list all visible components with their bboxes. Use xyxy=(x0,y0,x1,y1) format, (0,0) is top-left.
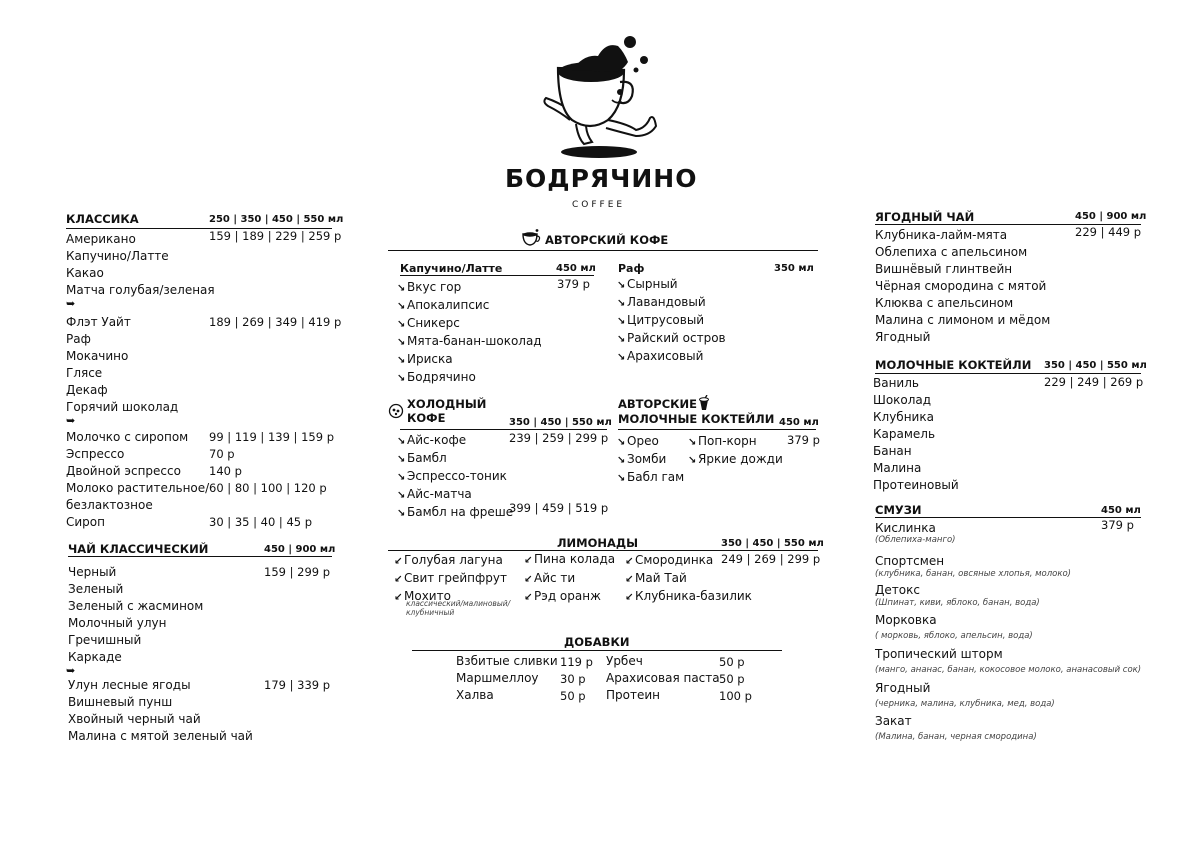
bullet-icon: ↘ xyxy=(397,436,406,447)
list-item: Бабл гам xyxy=(627,470,685,484)
bullet-icon: ↙ xyxy=(394,592,403,603)
item-price: 30 р xyxy=(560,672,586,686)
list-item: Мохито xyxy=(404,589,451,603)
bullet-icon: ↙ xyxy=(524,573,533,585)
classic-sizes: 250 | 350 | 450 | 550 мл xyxy=(209,214,344,225)
brand-subtitle: COFFEE xyxy=(572,200,626,210)
cap-price: 379 р xyxy=(557,277,590,291)
list-item: Урбеч xyxy=(606,654,643,668)
list-item: Декаф xyxy=(66,383,108,397)
bullet-icon: ↙ xyxy=(524,592,533,603)
list-item: Зеленый xyxy=(68,582,124,596)
list-item: Эспрессо-тоник xyxy=(407,469,507,483)
milk-list-2 xyxy=(688,433,783,469)
list-item: Сироп xyxy=(66,515,105,529)
list-item: Халва xyxy=(456,688,494,702)
classic-group2 xyxy=(66,314,178,416)
mojito-note-2: клубничный xyxy=(406,608,455,617)
item-price xyxy=(209,497,334,514)
bullet-icon: ↙ xyxy=(524,555,533,566)
smoothie-size: 450 мл xyxy=(1101,505,1141,516)
item-description: (Шпинат, киви, яблоко, банан, вода) xyxy=(875,598,1040,608)
list-item: Кислинка xyxy=(875,521,936,535)
list-item: Какао xyxy=(66,266,104,280)
section-title-classic: КЛАССИКА xyxy=(66,212,139,226)
brand-name: БОДРЯЧИНО xyxy=(505,164,698,193)
list-item: Эспрессо xyxy=(66,447,125,461)
item-price: 30 | 35 | 40 | 45 р xyxy=(209,515,313,529)
list-item: Райский остров xyxy=(627,331,726,345)
bullet-icon: ↘ xyxy=(617,280,626,291)
bullet-icon: ↘ xyxy=(617,316,626,327)
list-item: Пина колада xyxy=(534,552,616,566)
cold-price-2: 399 | 459 | 519 р xyxy=(509,501,609,515)
cold-list xyxy=(397,432,513,522)
list-item: Клубника-базилик xyxy=(635,589,752,603)
list-item: Улун лесные ягоды xyxy=(68,678,191,692)
item-price: 70 р xyxy=(209,447,235,461)
list-item: Вкус гор xyxy=(407,280,462,294)
bullet-icon: ↙ xyxy=(625,556,634,567)
lemonades-col2 xyxy=(524,551,615,607)
bullet-icon: ↘ xyxy=(397,373,406,384)
list-item: Протеиновый xyxy=(873,478,959,492)
classic-group2-price: 189 | 269 | 349 | 419 р xyxy=(209,315,342,329)
milk-rule xyxy=(618,429,816,430)
list-item: Бодрячино xyxy=(407,370,476,384)
bullet-icon: ↘ xyxy=(397,490,406,501)
list-item: Рэд оранж xyxy=(534,589,601,603)
bullet-icon: ↘ xyxy=(617,455,626,466)
tea-rule xyxy=(68,556,332,557)
cold-title-1: ХОЛОДНЫЙ xyxy=(407,397,487,411)
list-item: Мята-банан-шоколад xyxy=(407,334,542,348)
section-title-berry-tea: ЯГОДНЫЙ ЧАЙ xyxy=(875,210,975,224)
list-item: Маршмеллоу xyxy=(456,671,539,685)
list-item: Гречишный xyxy=(68,633,142,647)
tea-group1 xyxy=(68,564,203,666)
item-description: (Облепиха-манго) xyxy=(875,535,956,545)
shakes-price: 229 | 249 | 269 р xyxy=(1044,375,1144,389)
list-item: Май Тай xyxy=(635,571,687,585)
list-item: Мокачино xyxy=(66,349,129,363)
bullet-icon: ↙ xyxy=(625,592,634,603)
list-item: Каркаде xyxy=(68,650,122,664)
list-item: Ягодный xyxy=(875,330,931,344)
list-item: Морковка xyxy=(875,613,937,627)
list-item: Раф xyxy=(66,332,91,346)
section-title-lemonades: ЛИМОНАДЫ xyxy=(557,536,639,550)
list-item: Айс-кофе xyxy=(407,433,467,447)
cold-title-2: КОФЕ xyxy=(407,411,446,425)
list-item: Закат xyxy=(875,714,912,728)
berry-tea-sizes: 450 | 900 мл xyxy=(1075,211,1147,222)
milk-title-2: МОЛОЧНЫЕ КОКТЕЙЛИ xyxy=(618,412,775,426)
list-item: Яркие дожди xyxy=(698,452,783,466)
list-item: Ириска xyxy=(407,352,453,366)
lemonades-col3 xyxy=(625,552,752,606)
list-item: Шоколад xyxy=(873,393,932,407)
raf-list xyxy=(617,276,726,366)
list-item: Молочный улун xyxy=(68,616,167,630)
item-description: (манго, ананас, банан, кокосовое молоко, ананасовый сок) xyxy=(875,665,1142,675)
bullet-icon: ↘ xyxy=(617,437,626,448)
list-item: Малина xyxy=(873,461,922,475)
lemonades-price: 249 | 269 | 299 р xyxy=(721,552,821,566)
list-item: Клубника-лайм-мята xyxy=(875,228,1008,242)
raf-title: Раф xyxy=(618,262,645,275)
milk-price: 379 р xyxy=(787,433,820,447)
cap-title-label: Капучино/Латте xyxy=(400,262,503,275)
section-title-shakes: МОЛОЧНЫЕ КОКТЕЙЛИ xyxy=(875,358,1032,372)
milk-list-1 xyxy=(617,433,684,487)
list-item: Малина с мятой зеленый чай xyxy=(68,729,253,743)
item-price: 119 р xyxy=(560,655,593,669)
bullet-icon: ↘ xyxy=(397,355,406,366)
bullet-icon: ↘ xyxy=(688,455,697,466)
bullet-icon: ↙ xyxy=(394,574,403,585)
bullet-icon: ↘ xyxy=(617,352,626,363)
bullet-icon: ↘ xyxy=(617,473,626,484)
list-item: Карамель xyxy=(873,427,936,441)
list-item: Американо xyxy=(66,232,136,246)
item-description: (черника, малина, клубника, мед, вода) xyxy=(875,699,1055,709)
item-price: 140 р xyxy=(209,464,242,478)
list-item: Сникерс xyxy=(407,316,460,330)
bullet-icon: ↙ xyxy=(394,556,403,567)
list-item: Айс-матча xyxy=(407,487,472,501)
list-item: Двойной эспрессо xyxy=(66,464,181,478)
tea-group2-price: 179 | 339 р xyxy=(264,678,331,692)
divider-icon: ➥ xyxy=(66,664,76,677)
list-item: Молочко с сиропом xyxy=(66,430,189,444)
list-item: Бамбл на фреше xyxy=(407,505,514,519)
list-item: Взбитые сливки xyxy=(456,654,558,668)
addons-left xyxy=(456,653,558,704)
list-item: Вишневый пунш xyxy=(68,695,173,709)
list-item: Малина с лимоном и мёдом xyxy=(875,313,1051,327)
list-item: Голубая лагуна xyxy=(404,553,503,567)
list-item: Смородинка xyxy=(635,553,714,567)
mojito-note-1: классический/малиновый/ xyxy=(406,599,511,608)
list-item: Сырный xyxy=(627,277,678,291)
tea-sizes: 450 | 900 мл xyxy=(264,544,336,555)
iced-coffee-icon xyxy=(388,403,404,419)
bullet-icon: ↙ xyxy=(625,574,634,585)
cold-sizes: 350 | 450 | 550 мл xyxy=(509,417,612,428)
list-item: Тропический шторм xyxy=(875,647,1003,661)
list-item: Цитрусовый xyxy=(627,313,705,327)
addons-rule xyxy=(412,650,782,651)
lemonades-col1 xyxy=(394,552,507,606)
list-item: Хвойный черный чай xyxy=(68,712,201,726)
item-price: 60 | 80 | 100 | 120 р xyxy=(209,481,327,495)
classic-extras-prices xyxy=(209,429,334,531)
bullet-icon: ↘ xyxy=(688,437,697,448)
bullet-icon: ↘ xyxy=(397,301,406,312)
bullet-icon: ↘ xyxy=(617,334,626,345)
item-description: ( морковь, яблоко, апельсин, вода) xyxy=(875,631,1033,641)
list-item: Поп-корн xyxy=(698,434,757,448)
list-item: Чёрная смородина с мятой xyxy=(875,279,1047,293)
bullet-icon: ↘ xyxy=(397,508,406,519)
list-item: Черный xyxy=(68,565,117,579)
classic-group1 xyxy=(66,231,215,299)
list-item: Свит грейпфрут xyxy=(404,571,507,585)
coffee-cup-icon xyxy=(521,229,543,247)
shakes-list xyxy=(873,375,959,494)
classic-group1-price: 159 | 189 | 229 | 259 р xyxy=(209,229,342,243)
divider-icon: ➥ xyxy=(66,414,76,427)
list-item: Детокс xyxy=(875,583,920,597)
list-item: Протеин xyxy=(606,688,660,702)
milk-title-1: АВТОРСКИЕ xyxy=(618,397,698,411)
logo-mascot xyxy=(532,32,672,160)
list-item: Арахисовый xyxy=(627,349,704,363)
list-item: Банан xyxy=(873,444,912,458)
list-item: Клюква с апельсином xyxy=(875,296,1014,310)
list-item: Глясе xyxy=(66,366,103,380)
list-item: Матча голубая/зеленая xyxy=(66,283,215,297)
berry-tea-price: 229 | 449 р xyxy=(1075,225,1142,239)
section-title-author: АВТОРСКИЙ КОФЕ xyxy=(545,233,669,247)
list-item: Флэт Уайт xyxy=(66,315,131,329)
list-item: Зеленый с жасмином xyxy=(68,599,204,613)
list-item: Молоко растительное/ xyxy=(66,481,210,495)
author-rule xyxy=(388,250,818,251)
addons-right xyxy=(606,653,720,704)
list-item: Горячий шоколад xyxy=(66,400,179,414)
list-item: Лавандовый xyxy=(627,295,706,309)
list-item: Орео xyxy=(627,434,659,448)
bullet-icon: ↘ xyxy=(617,298,626,309)
list-item: Вишнёвый глинтвейн xyxy=(875,262,1013,276)
list-item: Облепиха с апельсином xyxy=(875,245,1028,259)
item-price: 50 р xyxy=(560,689,586,703)
list-item: Апокалипсис xyxy=(407,298,490,312)
list-item: Айс ти xyxy=(534,570,576,585)
item-price: 99 | 119 | 139 | 159 р xyxy=(209,430,334,444)
shakes-sizes: 350 | 450 | 550 мл xyxy=(1044,360,1147,371)
item-description: (Малина, банан, черная смородина) xyxy=(875,732,1037,742)
list-item: Спортсмен xyxy=(875,554,945,568)
cold-price: 239 | 259 | 299 р xyxy=(509,431,609,445)
section-title-tea: ЧАЙ КЛАССИЧЕСКИЙ xyxy=(68,542,209,556)
list-item: безлактозное xyxy=(66,498,153,512)
classic-extras xyxy=(66,429,209,531)
addons-right-prices xyxy=(719,654,752,705)
list-item: Клубника xyxy=(873,410,934,424)
milkshake-icon xyxy=(698,395,710,411)
milk-size: 450 мл xyxy=(779,417,819,428)
item-price: 100 р xyxy=(719,689,752,703)
bullet-icon: ↘ xyxy=(397,454,406,465)
smoothie-price: 379 р xyxy=(1101,518,1134,532)
list-item: Бамбл xyxy=(407,451,447,465)
lemonades-sizes: 350 | 450 | 550 мл xyxy=(721,538,824,549)
list-item: Зомби xyxy=(627,452,667,466)
section-title-smoothie: СМУЗИ xyxy=(875,503,922,517)
section-title-addons: ДОБАВКИ xyxy=(564,635,630,649)
cap-list xyxy=(397,279,542,387)
tea-group2 xyxy=(68,677,253,745)
bullet-icon: ↘ xyxy=(397,319,406,330)
divider-icon: ➥ xyxy=(66,297,76,310)
berry-tea-list xyxy=(875,227,1050,346)
list-item: Капучино/Латте xyxy=(66,249,169,263)
bullet-icon: ↘ xyxy=(397,283,406,294)
tea-group1-price: 159 | 299 р xyxy=(264,565,331,579)
list-item: Арахисовая паста xyxy=(606,671,720,685)
item-description: (клубника, банан, овсяные хлопья, молоко) xyxy=(875,569,1072,579)
cap-size: 450 мл xyxy=(556,263,596,274)
item-price: 50 р xyxy=(719,655,745,669)
list-item: Ягодный xyxy=(875,681,931,695)
bullet-icon: ↘ xyxy=(397,337,406,348)
bullet-icon: ↘ xyxy=(397,472,406,483)
list-item: Ваниль xyxy=(873,376,919,390)
item-price: 50 р xyxy=(719,672,745,686)
addons-left-prices xyxy=(560,654,593,705)
raf-size: 350 мл xyxy=(774,263,814,274)
